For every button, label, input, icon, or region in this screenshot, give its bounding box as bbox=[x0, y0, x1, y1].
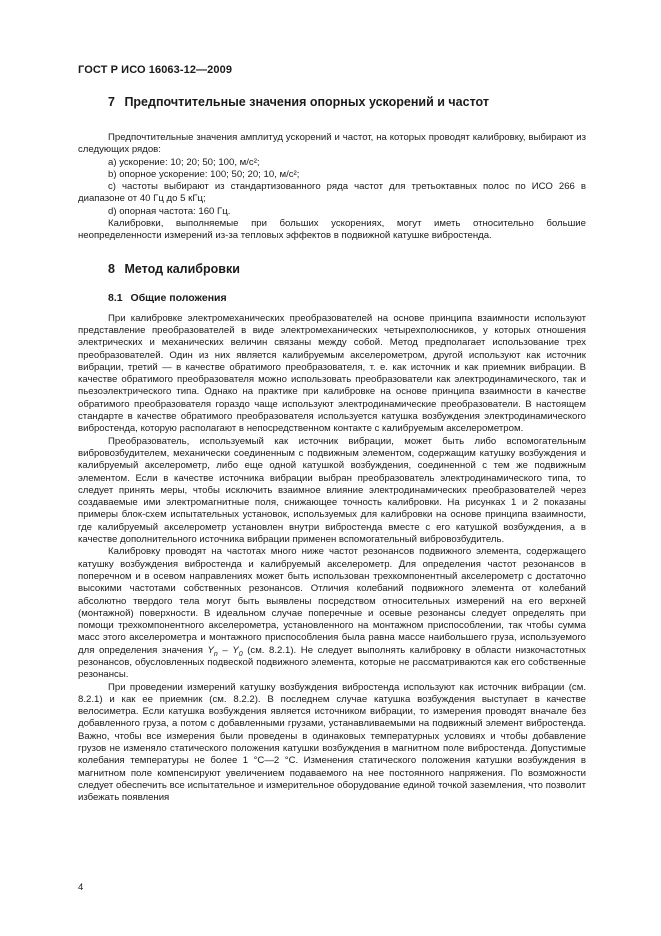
section-7-intro: Предпочтительные значения амплитуд ускорений и частот, на которых проводят калибровку, выбирают из следующих рядов: bbox=[78, 132, 586, 156]
list-item-d: d) опорная частота: 160 Гц. bbox=[108, 205, 231, 217]
subsection-8-1-heading bbox=[108, 291, 586, 305]
list-item-c: c) частоты выбирают из стандартизованного ряда частот для третьоктавных полос по ИСО 266 в диапазоне от 40 Гц до 5 кГц; bbox=[78, 181, 586, 205]
list-item-a: a) ускорение: 10; 20; 50; 100, м/с²; bbox=[108, 156, 260, 168]
section-7-note: Калибровки, выполняемые при больших ускорениях, могут иметь относительно большие неопределенности измерений из-за тепловых эффектов в подвижной катушке вибростенда. bbox=[78, 218, 586, 242]
section-8-heading bbox=[108, 261, 586, 277]
paragraph-3-part-b: (см. 8.2.1). Не следует выполнять калибровку в области низкочастотных резонансов, обусловленных подвеской подвижного элемента, которые не рассматриваются как его собственные резонансы. bbox=[78, 644, 586, 681]
page-number: 4 bbox=[78, 882, 84, 893]
section-7-number: 7 bbox=[108, 95, 115, 109]
section-7-title: Предпочтительные значения опорных ускорений и частот bbox=[124, 95, 489, 109]
page-header: ГОСТ Р ИСО 16063-12—2009 bbox=[78, 64, 233, 76]
section-8-title: Метод калибровки bbox=[124, 261, 240, 276]
paragraph-4: При проведении измерений катушку возбуждения вибростенда используют как источник вибрации (см. 8.2.1) и как ее приемник (см. 8.2.2). В последнем случае катушка возбуждения выступает в качестве велосиметра. Если катушка возбуждения является источником вибрации, то измерения проводят вначале без добавленного груза, а потом с добавленными грузами, устанавливаемыми на подвижный элемент вибростенда. Важно, чтобы все измерения были проведены в одинаковых температурных условиях и чтобы добавление грузов не изменяло статического положения катушки возбуждения в магнитном поле вибростенда. Допустимые колебания температуры не более 1 °С—2 °С. Изменения статического положения катушки возбуждения в магнитном поле компенсируют увеличением подаваемого на нее постоянного напряжения. По возможности следует обеспечить все испытательное и измерительное оборудование единой точкой заземления, что позволит избежать появления bbox=[78, 681, 586, 804]
paragraph-3-part-a: Калибровку проводят на частотах много ниже частот резонансов подвижного элемента, содержащего катушку возбуждения вибростенда и калибруемый акселерометр. Для определения частот резонансов в поперечном и в осевом направлениях может быть использован трехкомпонентный акселерометр с достаточно высокими частотами собственных резонансов. Отличия колебаний подвижного элемента от колебаний абсолютно твердого тела могут быть выявлены посредством относительных измерений на его верхней (монтажной) поверхности. В идеальном случае поперечные и осевые резонансы следует определять при помощи трехкомпонентного акселерометра, установленного на монтажном приспособлении, так чтобы сумма масс этого акселерометра и монтажного приспособления была равна массе наибольшего груза, используемого для определения значения bbox=[78, 546, 586, 656]
symbol-y-n: $Y_n$ bbox=[207, 644, 218, 658]
page-content bbox=[78, 94, 586, 805]
paragraph-3 bbox=[78, 546, 586, 681]
subsection-8-1-title: Общие положения bbox=[130, 291, 227, 304]
list-item-b: b) опорное ускорение: 100; 50; 20; 10, м/с²; bbox=[108, 168, 300, 180]
symbol-y-0: $Y_0$ bbox=[232, 644, 243, 658]
section-8-number: 8 bbox=[108, 261, 115, 276]
section-gap bbox=[78, 243, 586, 261]
minus-sign: – bbox=[217, 644, 233, 656]
subsection-8-1-number: 8.1 bbox=[108, 291, 123, 304]
paragraph-1: При калибровке электромеханических преобразователей на основе принципа взаимности используют представление преобразователей в виде электромеханических четырехполюсников, у которых отношения электрических и механических величин связаны между собой. Метод предполагает использование трех преобразователей. Один из них является калибруемым акселерометром, другой используют как источник вибрации, третий — в качестве обратимого преобразователя, т. е. как источник и как приемник вибрации. В качестве обратимого преобразователя можно использовать преобразователи как электродинамического, так и пьезоэлектрического типа. Однако на практике при калибровке на основе принципа взаимности в качестве обратимого преобразователя гораздо чаще используют электродинамические преобразователи. В настоящем стандарте в качестве обратимого преобразователя используется катушка возбуждения электродинамического вибростенда, которую располагают в непосредственном контакте с калибруемым акселерометром. bbox=[78, 312, 586, 435]
paragraph-2: Преобразователь, используемый как источник вибрации, может быть либо вспомогательным вибровозбудителем, механически соединенным с подвижным элементом, содержащим катушку возбуждения и калибруемый акселерометр, либо еще одной катушкой возбуждения, соединенной с тем же подвижным элементом. Если в качестве источника вибрации выбран преобразователь электродинамического типа, то следует принять меры, чтобы исключить взаимное влияние электродинамических преобразователей через создаваемые ими электромагнитные поля, снижающее точность калибровки. На рисунках 1 и 2 показаны примеры блок-схем испытательных установок, используемых для калибровки на основе принципа взаимности, где калибруемый акселерометр установлен внутри вибростенда вместе с его катушкой возбуждения, а в качестве дополнительного источника вибрации применен вспомогательный вибровозбудитель. bbox=[78, 435, 586, 546]
section-7-heading bbox=[108, 94, 586, 110]
